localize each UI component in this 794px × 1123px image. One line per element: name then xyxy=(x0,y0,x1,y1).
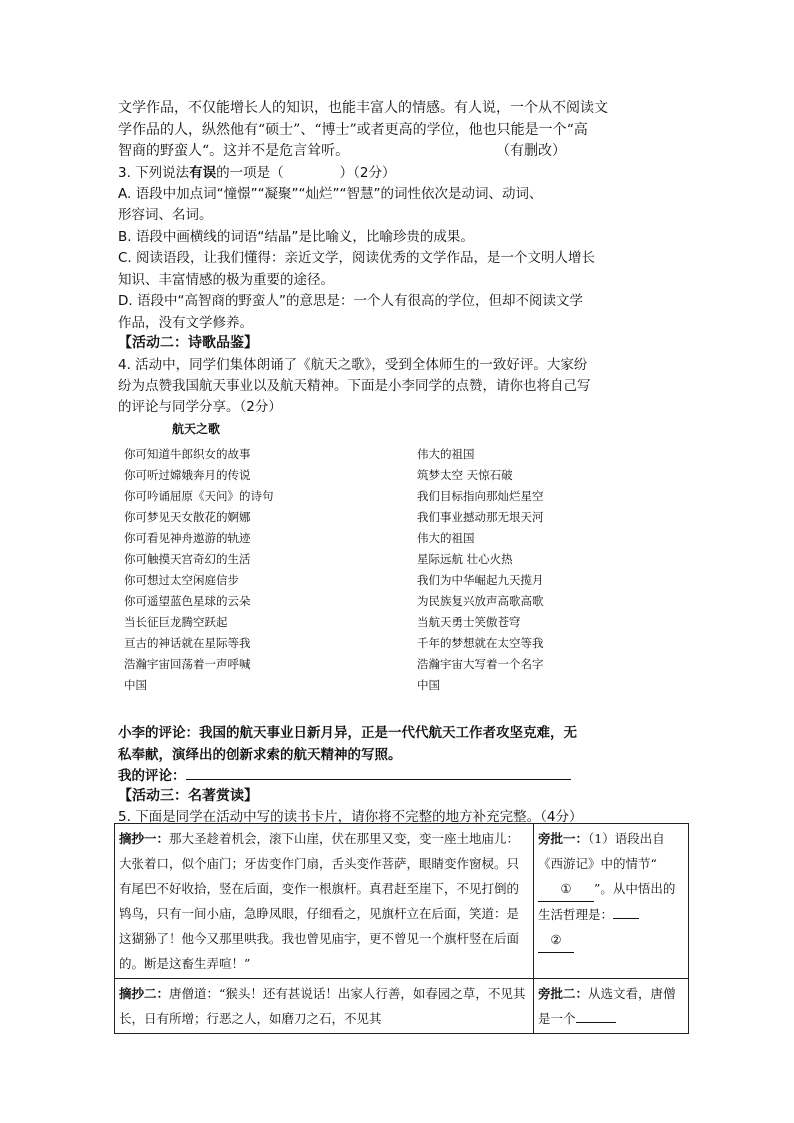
excerpt-1-text: 那大圣趁着机会，滚下山崖，伏在那里又变，变一座土地庙儿：大张着口，似个庙门；牙齿变作门扇，舌头变作菩萨，眼睛变作窗棂。只有尾巴不好收拾，竖在后面，变作一根旗杆。真君赶至崖下，不见打倒的鸨鸟，只有一间小庙，急睁凤眼，仔细看之，见旗杆立在后面，笑道：是这猢狲了！他今又那里哄我。我也曾见庙宇，更不曾见一个旗杆竖在后面的。断是这畜生弄喧！” xyxy=(119,831,520,971)
blank-2-lead[interactable] xyxy=(613,906,639,919)
q3-option-d-line-2: 作品，没有文学修养。 xyxy=(118,315,253,331)
poem-left-line: 浩瀚宇宙回荡着一声呼喊 xyxy=(124,657,251,671)
q3-option-d-line-1: D. 语段中“高智商的野蛮人”的意思是：一个人有很高的学位，但却不阅读文学 xyxy=(118,293,583,309)
poem-left-line: 你可遥望蓝色星球的云朵 xyxy=(124,594,251,608)
my-comment-label: 我的评论： xyxy=(118,768,186,784)
excerpt-cell-2 xyxy=(115,979,534,1034)
poem-right-line: 我们为中华崛起九天揽月 xyxy=(417,573,544,587)
poem-left-line: 中国 xyxy=(124,678,147,692)
q3-stem-prefix: 3. 下列说法 xyxy=(118,165,190,181)
card-row-1 xyxy=(115,824,689,979)
activity3-heading: 【活动三：名著赏读】 xyxy=(118,788,258,804)
poem-left-line: 你可听过嫦娥奔月的传说 xyxy=(124,468,251,482)
activity2-heading: 【活动二：诗歌品鉴】 xyxy=(118,335,258,351)
poem-left-line: 你可看见神舟遨游的轨迹 xyxy=(124,531,251,545)
q3-stem-end: ）（2分） xyxy=(339,165,396,181)
annotation-2-text: 从选文看，唐僧是一个 xyxy=(538,986,676,1026)
q3-stem xyxy=(118,161,678,181)
q3-option-c-line-1: C. 阅读语段，让我们懂得：亲近文学，阅读优秀的文学作品，是一个文明人增长 xyxy=(118,250,596,266)
intro-line-3 xyxy=(118,140,678,160)
poem-right-line: 当航天勇士笑傲苍穹 xyxy=(417,615,521,629)
intro-source-note: （有删改） xyxy=(496,143,566,159)
q5-stem: 5. 下面是同学在活动中写的读书卡片，请你将不完整的地方补充完整。（4分） xyxy=(118,809,583,825)
q3-option-c-line-2: 知识、丰富情感的极为重要的途径。 xyxy=(118,272,334,288)
poem-right-line: 伟大的祖国 xyxy=(417,447,475,461)
poem-right-line: 伟大的祖国 xyxy=(417,531,475,545)
poem-right-line: 筑梦太空 天惊石破 xyxy=(417,468,513,482)
annotation-1-quote-open: “ xyxy=(650,856,657,871)
q4-line-2: 纷为点赞我国航天事业以及航天精神。下面是小李同学的点赞，请你也将自己写 xyxy=(118,378,591,394)
poem-right-line: 我们目标指向那灿烂星空 xyxy=(417,489,544,503)
q4-line-1: 4. 活动中，同学们集体朗诵了《航天之歌》，受到全体师生的一致好评。大家纷 xyxy=(118,357,588,373)
blank-2[interactable]: ② xyxy=(538,927,574,953)
poem-right-line: 为民族复兴放声高歌高歌 xyxy=(417,594,544,608)
q4-line-3: 的评论与同学分享。（2分） xyxy=(118,399,282,415)
q3-stem-emphasis: 有误 xyxy=(189,165,217,181)
annotation-cell-1 xyxy=(534,824,689,979)
poem-left-line: 你可触摸天宫奇幻的生活 xyxy=(124,552,251,566)
poem-left-line: 你可想过太空闲庭信步 xyxy=(124,573,239,587)
poem-left-line: 亘古的神话就在星际等我 xyxy=(124,636,251,650)
blank-1[interactable]: ① xyxy=(538,876,594,902)
card-row-2 xyxy=(115,979,689,1034)
annotation-1-text: （1）语段出自《西游记》中的情节 xyxy=(538,831,665,871)
poem-right-line: 星际远航 壮心火热 xyxy=(417,552,513,566)
excerpt-1-label: 摘抄一： xyxy=(119,831,170,846)
poem-right-line: 中国 xyxy=(417,678,440,692)
poem-left-line: 当长征巨龙腾空跃起 xyxy=(124,615,228,629)
q3-option-a-line-1: A. 语段中加点词“憧憬”“凝聚”“灿烂”“智慧”的词性依次是动词、动词、 xyxy=(118,186,543,202)
excerpt-2-label: 摘抄二： xyxy=(119,986,170,1001)
q3-option-a-line-2: 形容词、名词。 xyxy=(118,207,213,223)
annotation-cell-2 xyxy=(534,979,689,1034)
li-comment-line-2: 私奉献，演绎出的创新求索的航天精神的写照。 xyxy=(118,747,402,763)
annotation-1-label: 旁批一： xyxy=(538,831,589,846)
blank-3[interactable] xyxy=(576,1010,616,1023)
q3-stem-suffix: 的一项是（ xyxy=(216,165,284,181)
my-comment-row xyxy=(118,764,678,784)
my-comment-blank[interactable] xyxy=(186,765,571,780)
poem-right-line: 浩瀚宇宙大写着一个名字 xyxy=(417,657,544,671)
intro-line-3-text: 智商的野蛮人“。这并不是危言耸听。 xyxy=(118,143,350,159)
q3-option-b: B. 语段中画横线的词语“结晶”是比喻义，比喻珍贵的成果。 xyxy=(118,229,474,245)
intro-line-2: 学作品的人，纵然他有“硕士”、“博士”或者更高的学位，他也只能是一个“高 xyxy=(118,122,588,138)
excerpt-2-text: 唐僧道：“猴头！还有甚说话！出家人行善，如春园之草，不见其长，日有所增；行恶之人，如磨刀之石，不见其 xyxy=(119,986,526,1026)
poem-left-line: 你可知道牛郎织女的故事 xyxy=(124,447,251,461)
intro-line-1: 文学作品，不仅能增长人的知识，也能丰富人的情感。有人说，一个从不阅读文 xyxy=(118,100,608,116)
annotation-1-quote-close: ”。从中悟出的生活哲理是： xyxy=(538,881,676,922)
reading-card-table xyxy=(114,823,689,1034)
excerpt-cell-1 xyxy=(115,824,534,979)
annotation-2-label: 旁批二： xyxy=(538,986,589,1001)
poem-title: 航天之歌 xyxy=(172,422,221,436)
poem-left-line: 你可吟诵屈原《天问》的诗句 xyxy=(124,489,274,503)
poem-left-line: 你可梦见天女散花的婀娜 xyxy=(124,510,251,524)
poem-right-line: 千年的梦想就在太空等我 xyxy=(417,636,544,650)
poem-right-line: 我们事业撼动那无垠天河 xyxy=(417,510,544,524)
li-comment-line-1: 小李的评论：我国的航天事业日新月异，正是一代代航天工作者攻坚克难，无 xyxy=(118,725,577,741)
